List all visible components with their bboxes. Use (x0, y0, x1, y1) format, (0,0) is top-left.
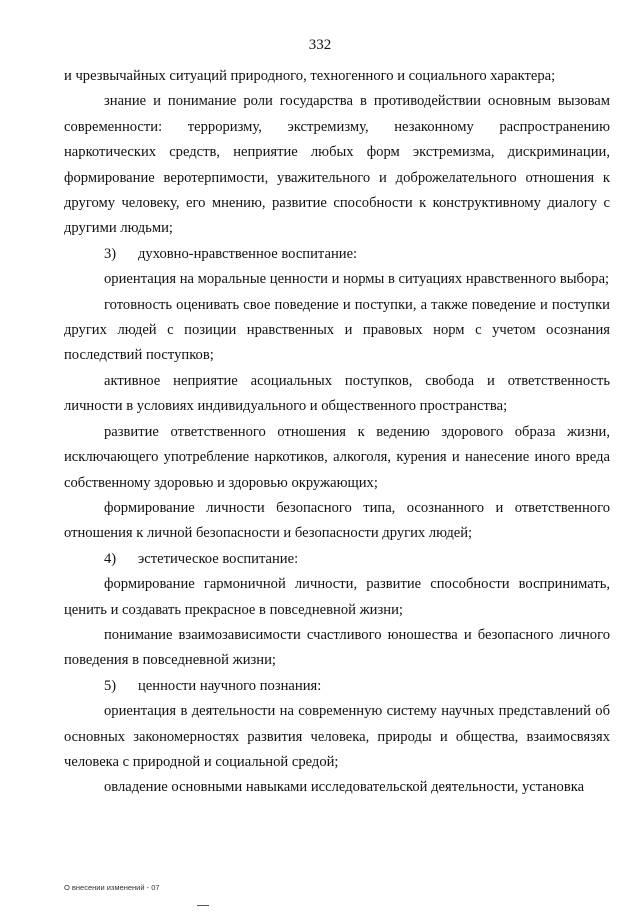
list-heading-text: эстетическое воспитание: (138, 550, 299, 567)
numbered-heading (64, 242, 610, 267)
list-number: 4) (104, 550, 117, 567)
paragraph: готовность оценивать свое поведение и поступки, а также поведение и поступки других людей с позиции нравственных и правовых норм с учетом осознания последствий поступков; (64, 296, 610, 364)
list-heading-text: духовно-нравственное воспитание: (138, 245, 358, 262)
numbered-heading (64, 674, 610, 699)
paragraph: формирование гармоничной личности, развитие способности воспринимать, ценить и создавать прекрасное в повседневной жизни; (64, 576, 610, 618)
page-number: 332 (308, 37, 332, 53)
paragraph: ориентация на моральные ценности и нормы в ситуациях нравственного выбора; (104, 271, 610, 288)
paragraph: овладение основными навыками исследовательской деятельности, установка (104, 779, 585, 796)
paragraph: понимание взаимозависимости счастливого юношества и безопасного личного поведения в повседневной жизни; (64, 626, 610, 669)
paragraph: и чрезвычайных ситуаций природного, техногенного и социального характера; (64, 68, 556, 84)
paragraph: ориентация в деятельности на современную систему научных представлений об основных закономерностях развития человека, природы и общества, взаимосвязях человека с природной и социальной средой; (64, 703, 610, 770)
list-heading-text: ценности научного познания: (138, 677, 322, 694)
list-number: 5) (104, 677, 117, 694)
footer-mark (197, 905, 209, 906)
document-body (64, 64, 610, 801)
paragraph: активное неприятие асоциальных поступков, свобода и ответственность личности в условиях индивидуального и общественного пространства; (64, 372, 610, 415)
list-number: 3) (104, 245, 117, 262)
paragraph: формирование личности безопасного типа, осознанного и ответственного отношения к личной безопасности и безопасности других людей; (64, 499, 610, 542)
paragraph: развитие ответственного отношения к ведению здорового образа жизни, исключающего употребление наркотиков, алкоголя, курения и нанесение иного вреда собственному здоровью и здоровью окружающих; (64, 423, 610, 491)
footer-note: О внесении изменений - 07 (64, 883, 160, 892)
numbered-heading (64, 547, 610, 572)
paragraph: знание и понимание роли государства в противодействии основным вызовам современности: терроризму, экстремизму, незаконному распространению наркотических средств, неприятие любых форм экстремизма, дискриминации, формирование веротерпимости, уважительного и доброжелательного отношения к другому человеку, его мнению, развитие способности к конструктивному диалогу с другими людьми; (64, 93, 610, 237)
